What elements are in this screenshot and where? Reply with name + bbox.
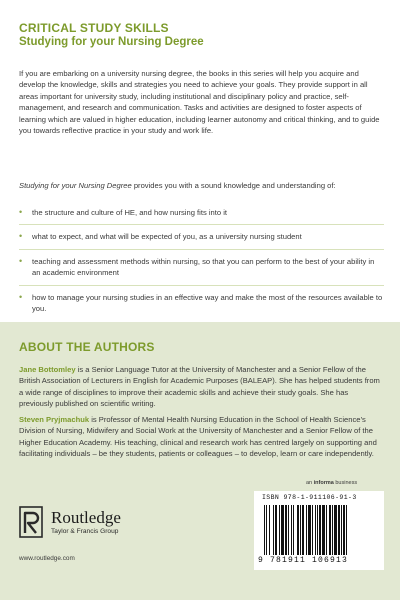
- barcode-bar: [319, 505, 321, 555]
- barcode-bar: [326, 505, 327, 555]
- informa-prefix: an: [306, 480, 314, 486]
- barcode-bar: [302, 505, 304, 555]
- book-title: Studying for your Nursing Degree: [19, 181, 132, 190]
- barcode-bar: [306, 505, 307, 555]
- bullet-icon: •: [19, 255, 23, 266]
- author-bio: [19, 364, 384, 410]
- barcode-bar: [322, 505, 325, 555]
- publisher-group: Taylor & Francis Group: [51, 528, 119, 535]
- barcode-bar: [308, 505, 311, 555]
- barcode-bar: [273, 505, 274, 555]
- barcode-bar: [275, 505, 277, 555]
- list-item-text: teaching and assessment methods within nursing, so that you can perform to the best of your ability in an academic environment: [32, 256, 375, 278]
- barcode-bar: [317, 505, 318, 555]
- barcode-bar: [281, 505, 284, 555]
- author-name: Steven Pryjmachuk: [19, 415, 90, 424]
- author-name: Jane Bottomley: [19, 365, 76, 374]
- barcode-digits: 9 781911 106913: [258, 556, 349, 565]
- bullet-list: [19, 207, 384, 326]
- list-item-text: the structure and culture of HE, and how nursing fits into it: [32, 208, 228, 217]
- isbn-label: ISBN 978-1-911106-91-3: [262, 494, 357, 501]
- list-item-text: what to expect, and what will be expected of you, as a university nursing student: [32, 232, 302, 242]
- barcode-bar: [334, 505, 337, 555]
- routledge-logo-icon: [19, 506, 43, 538]
- series-title: CRITICAL STUDY SKILLS: [19, 21, 169, 35]
- informa-name: informa: [313, 480, 334, 486]
- barcode-bar: [338, 505, 340, 555]
- publisher-website[interactable]: www.routledge.com: [19, 555, 75, 562]
- barcode-bar: [288, 505, 289, 555]
- barcode-bar: [332, 505, 333, 555]
- list-item-text: how to manage your nursing studies in an effective way and make the most of the resources available to you.: [32, 292, 383, 314]
- lead-text: provides you with a sound knowledge and understanding of:: [131, 181, 336, 190]
- barcode-bar: [341, 505, 342, 555]
- informa-suffix: business: [333, 480, 358, 486]
- list-item: [19, 207, 384, 225]
- barcode-bar: [343, 505, 345, 555]
- barcode-bar: [300, 505, 301, 555]
- barcode-bar: [264, 505, 265, 555]
- publisher-logo: [19, 506, 149, 542]
- list-item: [19, 231, 384, 249]
- barcode-bar: [297, 505, 299, 555]
- author-bio-text: is a Senior Language Tutor at the University of Manchester and a Senior Fellow of the British Association of Lecturers in English for Academic Purposes (BALEAP). She has helped students from a wide range of disciplines to improve their academic skills and achieve their study goals. She has previously published on scientific writing.: [19, 365, 380, 409]
- about-heading: ABOUT THE AUTHORS: [19, 340, 155, 354]
- list-item: [19, 256, 384, 286]
- informa-business-tag: [306, 480, 357, 486]
- bullet-icon: •: [19, 231, 23, 242]
- barcode-bar: [346, 505, 347, 555]
- author-bio-text: is Professor of Mental Health Nursing Education in the School of Health Science’s Division of Nursing, Midwifery and Social Work at the University of Manchester and a Senior Fellow of the Higher Education Academy. His teaching, clinical and research work has centred largely on supporting and facilitating individuals – be they students, patients or colleagues – to develop, learn or care independently.: [19, 415, 377, 459]
- barcode-bar: [293, 505, 294, 555]
- intro-paragraph: If you are embarking on a university nursing degree, the books in this series will help you acquire and develop the knowledge, skills and strategies you need to achieve your goals. They provide support in all areas important for university study, including institutional and disciplinary policy and practice, self-management, and research and communication. Tasks and activities are designed to foster aspects of learning which are valued in higher education, including learner autonomy and critical thinking, and to guide you towards reflective practice in your study and work life.: [19, 69, 380, 136]
- lead-paragraph: [19, 180, 384, 191]
- barcode: [262, 505, 376, 555]
- barcode-bar: [312, 505, 313, 555]
- barcode-bar: [315, 505, 316, 555]
- barcode-bar: [291, 505, 292, 555]
- publisher-name: Routledge: [51, 508, 121, 527]
- bullet-icon: •: [19, 207, 23, 217]
- barcode-bar: [279, 505, 280, 555]
- series-subtitle: Studying for your Nursing Degree: [19, 36, 204, 48]
- barcode-box: [254, 491, 384, 570]
- author-bio: [19, 414, 384, 460]
- barcode-bar: [329, 505, 331, 555]
- bullet-icon: •: [19, 291, 23, 302]
- barcode-bar: [266, 505, 267, 555]
- barcode-bar: [269, 505, 270, 555]
- list-item: [19, 292, 384, 321]
- barcode-bar: [285, 505, 287, 555]
